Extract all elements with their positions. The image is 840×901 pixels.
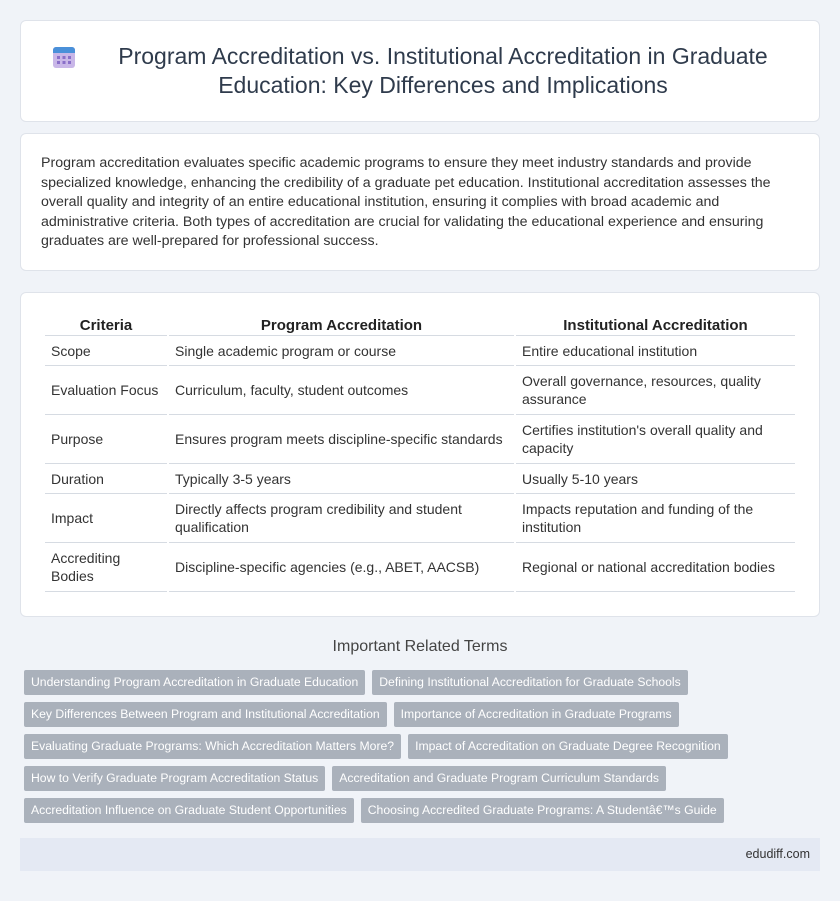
- title-card: [20, 20, 820, 122]
- footer-site-link[interactable]: edudiff.com: [745, 847, 810, 861]
- table-row: [45, 494, 795, 543]
- related-term-link[interactable]: Choosing Accredited Graduate Programs: A Studentâ€™s Guide: [361, 798, 724, 823]
- table-row: [45, 336, 795, 366]
- table-row: [45, 464, 795, 494]
- table-cell: Impact: [45, 494, 167, 543]
- comparison-table: [43, 313, 797, 592]
- table-cell: Purpose: [45, 415, 167, 464]
- related-term-link[interactable]: Impact of Accreditation on Graduate Degree Recognition: [408, 734, 728, 759]
- table-row: [45, 415, 795, 464]
- table-cell: Discipline-specific agencies (e.g., ABET, AACSB): [169, 543, 514, 592]
- table-cell: Certifies institution's overall quality and capacity: [516, 415, 795, 464]
- table-cell: Usually 5-10 years: [516, 464, 795, 494]
- table-cell: Typically 3-5 years: [169, 464, 514, 494]
- intro-card: [20, 133, 820, 271]
- comparison-card: [20, 292, 820, 617]
- table-cell: Evaluation Focus: [45, 366, 167, 415]
- related-term-link[interactable]: Evaluating Graduate Programs: Which Accreditation Matters More?: [24, 734, 401, 759]
- table-row: [45, 366, 795, 415]
- column-header-program: Program Accreditation: [169, 313, 514, 336]
- related-term-link[interactable]: Defining Institutional Accreditation for Graduate Schools: [372, 670, 687, 695]
- table-cell: Duration: [45, 464, 167, 494]
- table-cell: Regional or national accreditation bodies: [516, 543, 795, 592]
- table-row: [45, 543, 795, 592]
- table-cell: Scope: [45, 336, 167, 366]
- table-cell: Impacts reputation and funding of the institution: [516, 494, 795, 543]
- related-term-link[interactable]: Accreditation Influence on Graduate Student Opportunities: [24, 798, 354, 823]
- table-cell: Accrediting Bodies: [45, 543, 167, 592]
- related-term-link[interactable]: Importance of Accreditation in Graduate Programs: [394, 702, 679, 727]
- related-term-link[interactable]: Understanding Program Accreditation in Graduate Education: [24, 670, 365, 695]
- table-cell: Curriculum, faculty, student outcomes: [169, 366, 514, 415]
- table-cell: Overall governance, resources, quality assurance: [516, 366, 795, 415]
- page-title: Program Accreditation vs. Institutional Accreditation in Graduate Education: Key Differences and Implications: [118, 43, 768, 98]
- table-cell: Ensures program meets discipline-specific standards: [169, 415, 514, 464]
- intro-paragraph: Program accreditation evaluates specific academic programs to ensure they meet industry standards and provide specialized knowledge, enhancing the credibility of a graduate pet education. Institutional accreditation assesses the overall quality and integrity of an entire educational institution, ensuring it complies with broad academic and administrative criteria. Both types of accreditation are crucial for validating the educational experience and ensuring graduates are well-prepared for professional success.: [41, 155, 771, 249]
- calendar-grid-icon: [51, 44, 77, 70]
- table-cell: Single academic program or course: [169, 336, 514, 366]
- related-term-link[interactable]: Accreditation and Graduate Program Curriculum Standards: [332, 766, 666, 791]
- column-header-institutional: Institutional Accreditation: [516, 313, 795, 336]
- table-header-row: [45, 313, 795, 336]
- related-terms-heading: Important Related Terms: [332, 638, 508, 655]
- footer: [20, 838, 820, 871]
- table-cell: Entire educational institution: [516, 336, 795, 366]
- column-header-criteria: Criteria: [45, 313, 167, 336]
- table-cell: Directly affects program credibility and student qualification: [169, 494, 514, 543]
- related-terms-list: [24, 670, 814, 830]
- related-term-link[interactable]: Key Differences Between Program and Institutional Accreditation: [24, 702, 387, 727]
- related-term-link[interactable]: How to Verify Graduate Program Accreditation Status: [24, 766, 325, 791]
